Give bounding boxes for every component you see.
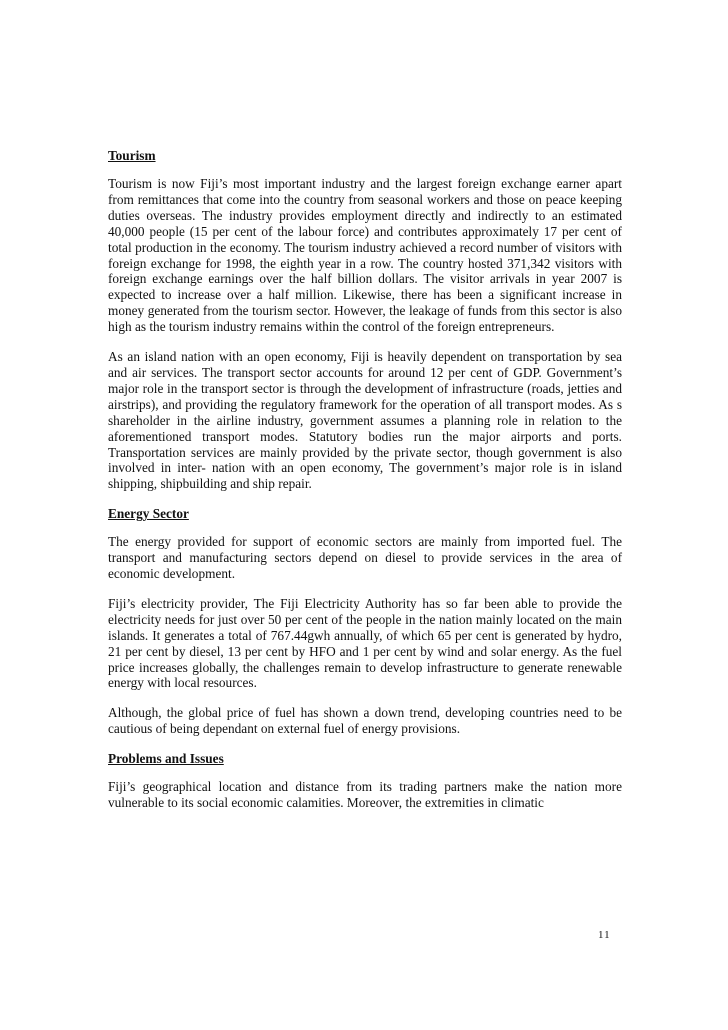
problems-paragraph-1: Fiji’s geographical location and distance from its trading partners make the nation more vulnerable to its social economic calamities. Moreover, the extremities in climatic — [108, 779, 622, 811]
transport-paragraph: As an island nation with an open economy, Fiji is heavily dependent on transportation by sea and air services. The transport sector accounts for around 12 per cent of GDP. Government’s major role in the transport sector is through the development of infrastructure (roads, jetties and airstrips), and providing the regulatory framework for the operation of all transport modes. As s shareholder in the airline industry, government assumes a planning role in relation to the aforementioned transport modes. Statutory bodies run the major airports and ports. Transportation services are mainly provided by the private sector, though government is also involved in inter- nation with an open economy, The government’s major role is in island shipping, shipbuilding and ship repair. — [108, 349, 622, 492]
section-heading-tourism: Tourism — [108, 148, 156, 163]
energy-paragraph-3: Although, the global price of fuel has shown a down trend, developing countries need to be cautious of being dependant on external fuel of energy provisions. — [108, 705, 622, 737]
page-content — [108, 148, 622, 825]
tourism-paragraph-1: Tourism is now Fiji’s most important industry and the largest foreign exchange earner apart from remittances that come into the country from seasonal workers and those on peace keeping duties overseas. The industry provides employment directly and indirectly to an estimated 40,000 people (15 per cent of the labour force) and contributes approximately 17 per cent of total production in the economy. The tourism industry achieved a record number of visitors with foreign exchange for 1998, the eighth year in a row. The country hosted 371,342 visitors with foreign exchange earnings over the half billion dollars. The visitor arrivals in year 2007 is expected to increase over a half million. Likewise, there has been a significant increase in money generated from the tourism sector. However, the leakage of funds from this sector is also high as the tourism industry remains within the control of the foreign entrepreneurs. — [108, 176, 622, 335]
section-heading-problems: Problems and Issues — [108, 751, 224, 767]
section-heading-energy: Energy Sector — [108, 506, 189, 522]
energy-paragraph-1: The energy provided for support of economic sectors are mainly from imported fuel. The transport and manufacturing sectors depend on diesel to provide services in the area of economic development. — [108, 534, 622, 582]
page-number: 11 — [598, 929, 611, 941]
energy-paragraph-2: Fiji’s electricity provider, The Fiji Electricity Authority has so far been able to provide the electricity needs for just over 50 per cent of the people in the nation mainly located on the main islands. It generates a total of 767.44gwh annually, of which 65 per cent is generated by hydro, 21 per cent by diesel, 13 per cent by HFO and 1 per cent by wind and solar energy. As the fuel price increases globally, the challenges remain to develop infrastructure to generate renewable energy with local resources. — [108, 595, 622, 691]
